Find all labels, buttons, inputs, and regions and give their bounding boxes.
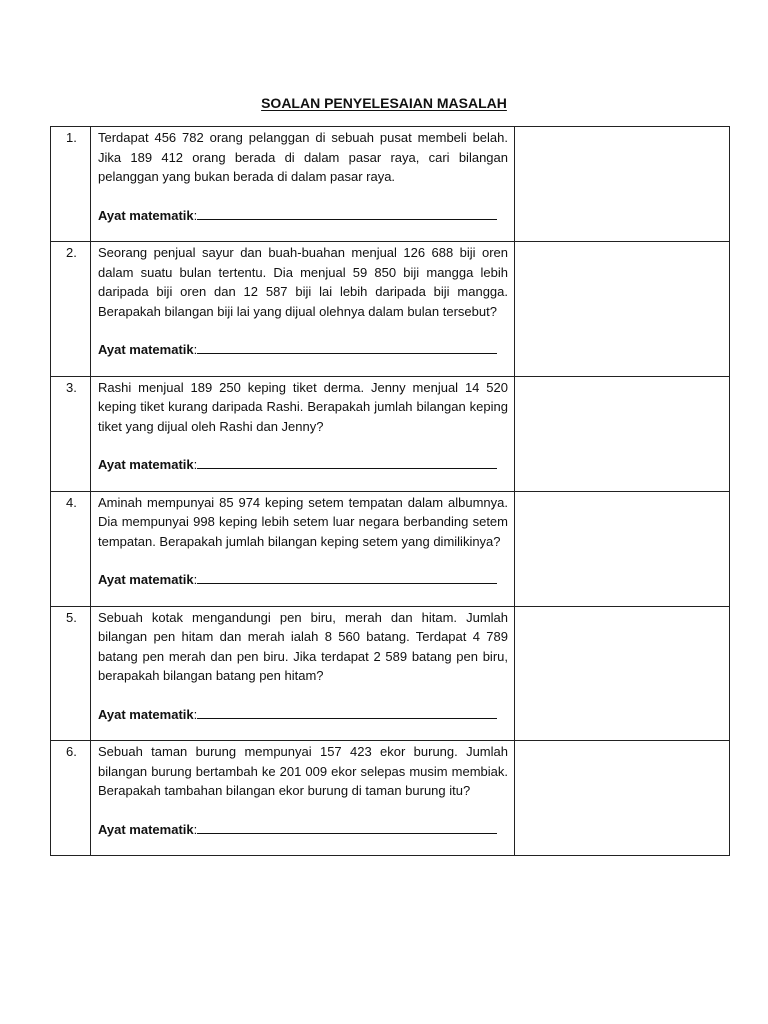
ayat-matematik-line — [98, 206, 508, 226]
question-number: 3. — [51, 376, 91, 491]
ayat-matematik-label: Ayat matematik — [98, 207, 194, 223]
question-row-4 — [51, 491, 730, 606]
ayat-matematik-label: Ayat matematik — [98, 457, 194, 472]
question-text: Aminah mempunyai 85 974 keping setem tempatan dalam albumnya. Dia mempunyai 998 keping lebih setem luar negara berbanding setem tempatan. Berapakah jumlah bilangan keping setem yang dimilikinya? — [98, 494, 508, 549]
question-row-1 — [51, 127, 730, 242]
ayat-colon: : — [193, 706, 198, 722]
ayat-colon: : — [193, 342, 198, 357]
answer-cell — [515, 127, 730, 242]
answer-underline — [197, 456, 497, 469]
ayat-matematik-line — [98, 570, 508, 590]
question-cell — [91, 242, 515, 377]
answer-underline — [197, 341, 497, 354]
question-cell — [91, 491, 515, 606]
ayat-matematik-line — [98, 705, 508, 725]
ayat-matematik-label: Ayat matematik — [98, 572, 194, 587]
answer-cell — [515, 741, 730, 856]
question-cell — [91, 376, 515, 491]
page-title-text: SOALAN PENYELESAIAN MASALAH — [261, 95, 507, 111]
question-text: Rashi menjual 189 250 keping tiket derma. Jenny menjual 14 520 keping tiket kurang daripada Rashi. Berapakah jumlah bilangan keping tiket yang dijual oleh Rashi dan Jenny? — [98, 379, 508, 434]
question-number: 1. — [51, 127, 91, 242]
question-number: 5. — [51, 606, 91, 741]
question-text: Terdapat 456 782 orang pelanggan di sebuah pusat membeli belah. Jika 189 412 orang berada di dalam pasar raya, cari bilangan pelanggan yang bukan berada di dalam pasar raya. — [98, 130, 508, 184]
answer-underline — [197, 207, 497, 220]
question-row-5 — [51, 606, 730, 741]
ayat-matematik-line — [98, 340, 508, 360]
ayat-colon: : — [193, 457, 198, 472]
question-number: 6. — [51, 741, 91, 856]
ayat-matematik-line — [98, 820, 508, 840]
question-cell — [91, 741, 515, 856]
question-cell — [91, 606, 515, 741]
question-number: 4. — [51, 491, 91, 606]
answer-cell — [515, 606, 730, 741]
questions-table — [50, 126, 730, 856]
answer-cell — [515, 491, 730, 606]
answer-underline — [197, 571, 497, 584]
answer-cell — [515, 376, 730, 491]
ayat-colon: : — [193, 572, 198, 587]
answer-cell — [515, 242, 730, 377]
ayat-matematik-label: Ayat matematik — [98, 821, 194, 837]
answer-underline — [197, 821, 497, 834]
ayat-matematik-label: Ayat matematik — [98, 706, 194, 722]
ayat-matematik-label: Ayat matematik — [98, 342, 194, 357]
ayat-colon: : — [193, 821, 198, 837]
question-row-3 — [51, 376, 730, 491]
question-row-6 — [51, 741, 730, 856]
question-text: Sebuah taman burung mempunyai 157 423 ekor burung. Jumlah bilangan burung bertambah ke 201 009 ekor selepas musim membiak. Berapakah tambahan bilangan ekor burung di taman burung itu? — [98, 744, 508, 798]
question-number: 2. — [51, 242, 91, 377]
question-row-2 — [51, 242, 730, 377]
question-text: Sebuah kotak mengandungi pen biru, merah dan hitam. Jumlah bilangan pen hitam dan merah ialah 8 560 batang. Terdapat 4 789 batang pen merah dan pen biru. Jika terdapat 2 589 batang pen biru, berapakah bilangan batang pen hitam? — [98, 609, 508, 683]
ayat-matematik-line — [98, 455, 508, 475]
question-text: Seorang penjual sayur dan buah-buahan menjual 126 688 biji oren dalam suatu bulan tertentu. Dia menjual 59 850 biji mangga lebih daripada biji oren dan 12 587 biji lai lebih daripada biji mangga. Berapakah bilangan biji lai yang dijual olehnya dalam bulan tersebut? — [98, 245, 508, 319]
page-title — [0, 95, 768, 111]
answer-underline — [197, 706, 497, 719]
ayat-colon: : — [193, 207, 198, 223]
question-cell — [91, 127, 515, 242]
